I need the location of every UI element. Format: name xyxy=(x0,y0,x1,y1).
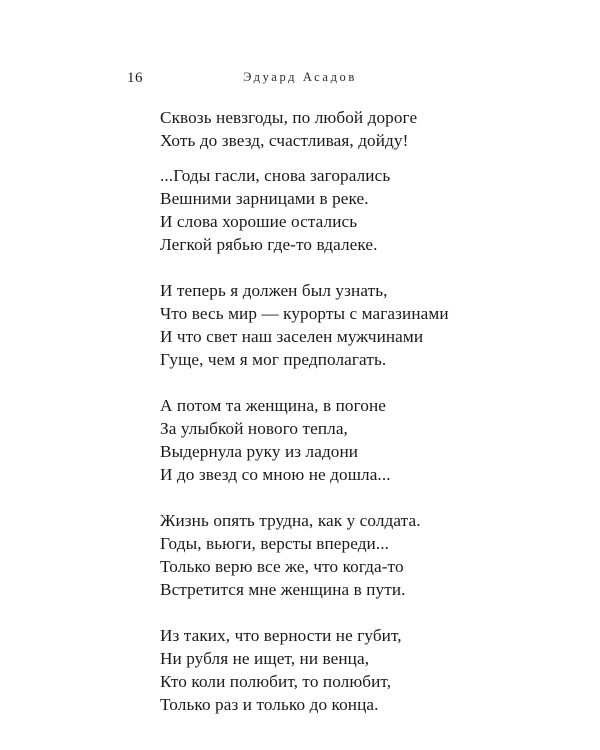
verse-line: Хоть до звезд, счастливая, дойду! xyxy=(160,131,409,150)
verse-line: И слова хорошие остались xyxy=(160,212,358,231)
page-number: 16 xyxy=(127,70,143,86)
stanza xyxy=(160,624,560,716)
verse-line: Из таких, что верности не губит, xyxy=(160,626,402,645)
stanza xyxy=(160,394,560,486)
verse-line: Только верю все же, что когда-то xyxy=(160,557,404,576)
verse-line: Выдернула руку из ладони xyxy=(160,442,359,461)
verse-line: И что свет наш заселен мужчинами xyxy=(160,327,424,346)
verse-line: ...Годы гасли, снова загорались xyxy=(160,166,391,185)
verse-line: Сквозь невзгоды, по любой дороге xyxy=(160,108,418,127)
verse-line: И до звезд со мною не дошла... xyxy=(160,465,391,484)
verse-line: За улыбкой нового тепла, xyxy=(160,419,348,438)
poem-body xyxy=(160,106,560,739)
verse-line: Годы, вьюги, версты впереди... xyxy=(160,534,390,553)
verse-line: Кто коли полюбит, то полюбит, xyxy=(160,672,392,691)
verse-line: Вешними зарницами в реке. xyxy=(160,189,369,208)
stanza xyxy=(160,106,560,152)
stanza xyxy=(160,279,560,371)
verse-line: И теперь я должен был узнать, xyxy=(160,281,388,300)
verse-line: Легкой рябью где-то вдалеке. xyxy=(160,235,378,254)
verse-line: Жизнь опять трудна, как у солдата. xyxy=(160,511,421,530)
page-header xyxy=(0,70,600,90)
stanza xyxy=(160,509,560,601)
verse-line: Встретится мне женщина в пути. xyxy=(160,580,406,599)
verse-line: Ни рубля не ищет, ни венца, xyxy=(160,649,370,668)
verse-line: А потом та женщина, в погоне xyxy=(160,396,387,415)
verse-line: Что весь мир — курорты с магазинами xyxy=(160,304,449,323)
stanza xyxy=(160,164,560,256)
verse-line: Только раз и только до конца. xyxy=(160,695,379,714)
running-title: Эдуард Асадов xyxy=(243,70,357,84)
verse-line: Гуще, чем я мог предполагать. xyxy=(160,350,387,369)
